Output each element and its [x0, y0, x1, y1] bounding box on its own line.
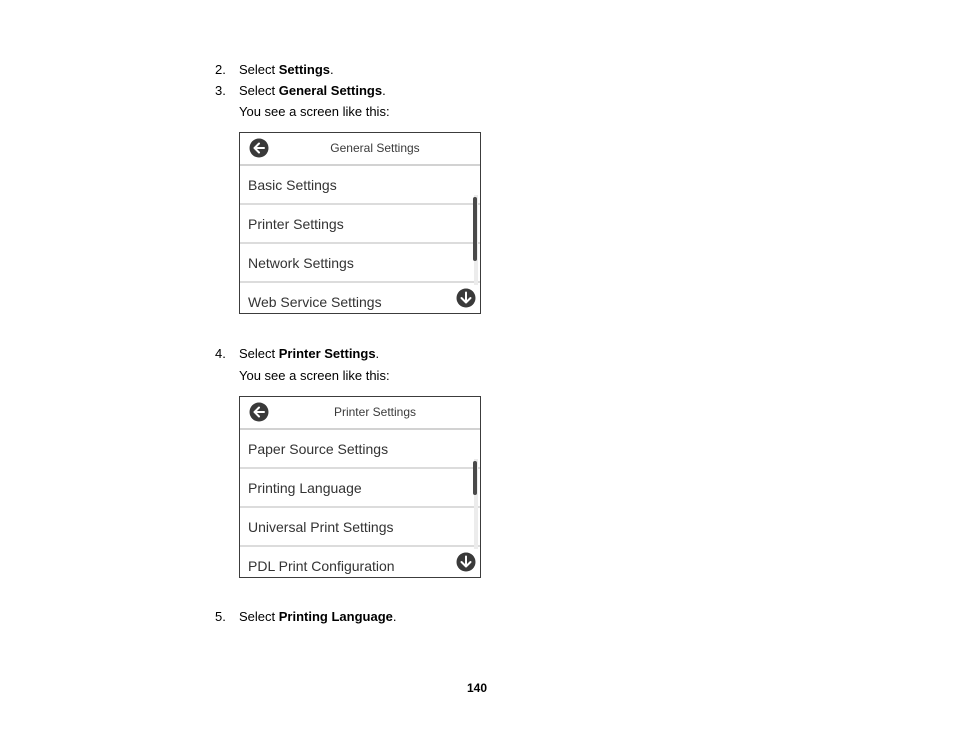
page-number: 140 — [466, 681, 488, 695]
scrollbar-thumb[interactable] — [473, 461, 477, 495]
arrow-left-circle-icon[interactable] — [249, 138, 269, 158]
step-text: Select — [239, 346, 279, 361]
menu-item-printer-settings[interactable] — [240, 205, 480, 244]
step-bold: Settings — [278, 62, 331, 77]
step-number: 2. — [215, 62, 226, 77]
step-end: . — [330, 62, 334, 77]
arrow-left-circle-icon[interactable] — [249, 402, 269, 422]
general-settings-screenshot — [239, 132, 481, 314]
screen-title: Printer Settings — [333, 405, 417, 419]
menu-item-label: Universal Print Settings — [248, 519, 394, 535]
step-number: 5. — [215, 609, 226, 624]
step-text: Select — [239, 83, 279, 98]
step-bold: Printer Settings — [278, 346, 376, 361]
menu-item-web-service-settings[interactable] — [240, 283, 480, 314]
step-bold: General Settings — [278, 83, 383, 98]
menu-item-label: Network Settings — [248, 255, 354, 271]
step-bold: Printing Language — [278, 609, 393, 624]
screen-title: General Settings — [330, 141, 420, 155]
menu-item-label: Paper Source Settings — [248, 441, 389, 457]
menu-item-network-settings[interactable] — [240, 244, 480, 283]
screen-intro-note: You see a screen like this: — [239, 368, 390, 383]
scrollbar-thumb[interactable] — [473, 197, 477, 261]
screen-intro-note: You see a screen like this: — [239, 104, 390, 119]
menu-item-basic-settings[interactable] — [240, 166, 480, 205]
menu-item-label: Basic Settings — [248, 177, 337, 193]
menu-item-label: Web Service Settings — [248, 294, 382, 310]
screen-header — [240, 397, 480, 430]
menu-item-universal-print-settings[interactable] — [240, 508, 480, 547]
menu-item-label: Printing Language — [248, 480, 362, 496]
screen-header — [240, 133, 480, 166]
step-number: 4. — [215, 346, 226, 361]
menu-item-label: Printer Settings — [248, 216, 344, 232]
step-end: . — [382, 83, 386, 98]
arrow-down-circle-icon[interactable] — [456, 552, 476, 572]
step-4 — [215, 346, 379, 362]
printer-settings-screenshot — [239, 396, 481, 578]
step-end: . — [375, 346, 380, 361]
step-3 — [215, 83, 386, 99]
menu-item-pdl-print-configuration[interactable] — [240, 547, 480, 578]
step-end: . — [392, 609, 397, 624]
step-5 — [215, 609, 397, 625]
step-2 — [215, 62, 334, 78]
menu-item-paper-source-settings[interactable] — [240, 430, 480, 469]
menu-item-label: PDL Print Configuration — [248, 558, 395, 574]
arrow-down-circle-icon[interactable] — [456, 288, 476, 308]
step-text: Select — [239, 609, 279, 624]
step-text: Select — [239, 62, 279, 77]
step-number: 3. — [215, 83, 226, 98]
menu-item-printing-language[interactable] — [240, 469, 480, 508]
